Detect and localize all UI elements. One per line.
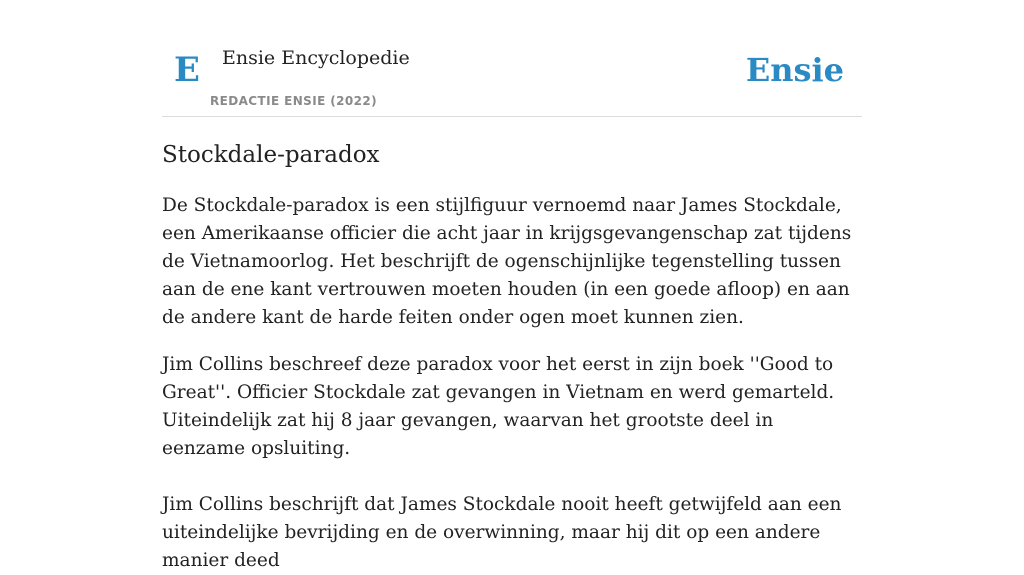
paragraph-1: De Stockdale-paradox is een stijlfiguur vernoemd naar James Stockdale, een Amerikaanse officier die acht jaar in krijgsgevangenschap zat tijdens de Vietnamoorlog. Het beschrijft de ogenschijnlijke tegenstelling tussen aan de ene kant vertrouwen moeten houden (in een goede afloop) en aan de andere kant de harde feiten onder ogen moet kunnen zien. xyxy=(162,195,852,328)
paragraph-2: Jim Collins beschreef deze paradox voor het eerst in zijn boek ''Good to Great''. Officier Stockdale zat gevangen in Vietnam en werd gemarteld. Uiteindelijk zat hij 8 jaar gevangen, waarvan het grootste deel in eenzame opsluiting. xyxy=(162,354,835,459)
brand-logo[interactable]: Ensie xyxy=(745,51,844,89)
paragraph-3: Jim Collins beschrijft dat James Stockdale nooit heeft getwijfeld aan een uiteindelijke bevrijding en de overwinning, maar hij dit op een andere manier deed xyxy=(162,494,842,571)
article-body xyxy=(162,192,862,575)
ensie-logo-icon[interactable]: E xyxy=(174,50,200,90)
article-title: Stockdale-paradox xyxy=(162,142,380,168)
source-header xyxy=(162,0,862,117)
source-title[interactable]: Ensie Encyclopedie xyxy=(222,47,410,69)
byline: REDACTIE ENSIE (2022) xyxy=(210,94,378,108)
